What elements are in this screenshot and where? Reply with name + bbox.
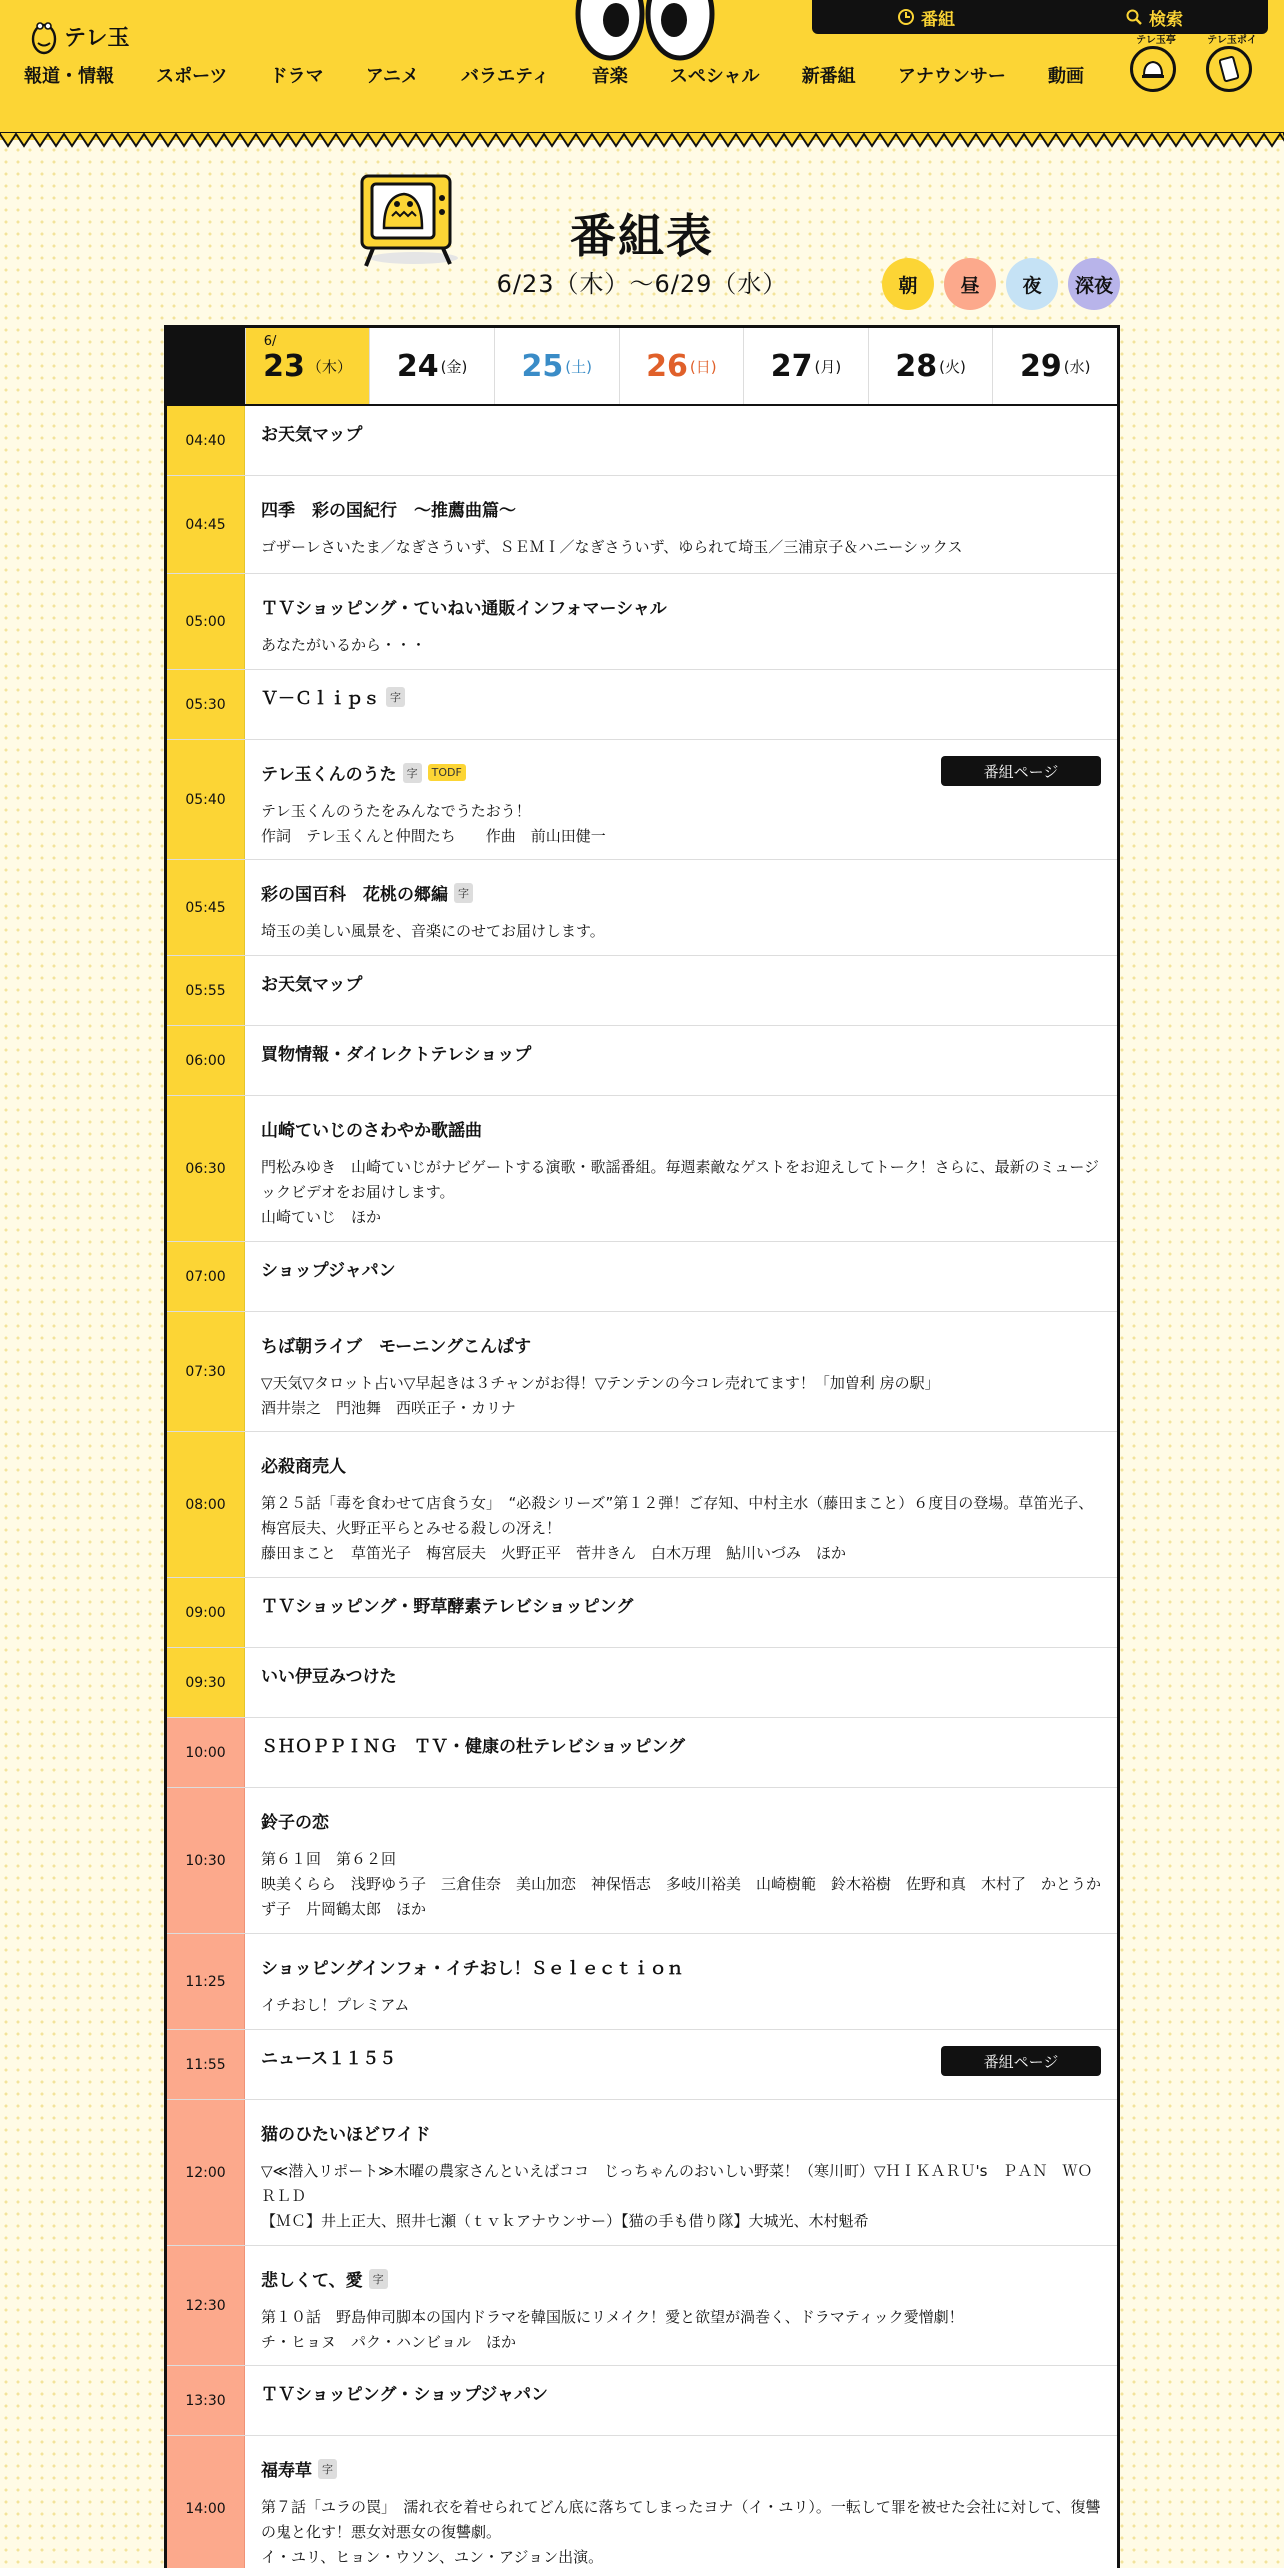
program-time: 07:00 (167, 1242, 245, 1311)
program-body (245, 1096, 1117, 1241)
program-body (245, 1934, 1117, 2029)
program-time: 09:30 (167, 1648, 245, 1717)
day-number: 29 (1019, 348, 1062, 384)
day-weekday: (土) (565, 357, 592, 376)
program-row (167, 1242, 1117, 1312)
program-title[interactable] (261, 1116, 1101, 1141)
day-month: 6/ (263, 334, 277, 349)
program-title-text: ショッピングインフォ・イチおし！Ｓｅｌｅｃｔｉｏｎ (261, 1959, 684, 1979)
clock-icon (897, 8, 915, 26)
program-body (245, 1718, 1117, 1787)
program-title-text: ショップジャパン (261, 1261, 396, 1281)
program-row (167, 1788, 1117, 1934)
day-number: 23 (263, 348, 305, 384)
program-title[interactable] (261, 970, 362, 995)
program-description: 第６１回 第６２回 映美くらら 浅野ゆう子 三倉佳奈 美山加恋 神保悟志 多岐川裕美 山崎樹範 鈴木裕樹 佐野和真 木村了 かとうかず子 片岡鶴太郎 ほか (261, 1850, 1102, 1918)
program-row (167, 1578, 1117, 1648)
program-list (167, 406, 1117, 2568)
program-description: ▽天気▽タロット占い▽早起きは３チャンがお得！▽テンテンの今コレ売れてます！「加曽利 房の駅」 酒井崇之 門池舞 西咲正子・カリナ (261, 1374, 940, 1417)
program-row (167, 1312, 1117, 1432)
program-time: 04:40 (167, 406, 245, 475)
program-time: 10:00 (167, 1718, 245, 1787)
program-title-text: 彩の国百科 花桃の郷編 (261, 885, 448, 905)
tele-tama-tei-button[interactable] (1130, 35, 1176, 92)
program-description: 埼玉の美しい風景を、音楽にのせてお届けします。 (261, 922, 605, 940)
nav-item-video[interactable]: 動画 (1048, 66, 1084, 87)
program-time: 08:00 (167, 1432, 245, 1577)
day-tab-23[interactable] (245, 328, 370, 404)
phone-icon (1219, 56, 1239, 82)
program-time: 13:30 (167, 2366, 245, 2435)
program-row (167, 740, 1117, 860)
day-weekday: (日) (689, 357, 717, 376)
program-title[interactable] (261, 1954, 1101, 1979)
program-description: テレ玉くんのうたをみんなでうたおう！ 作詞 テレ玉くんと仲間たち 作曲 前山田健一 (261, 802, 606, 845)
site-header (0, 0, 1284, 140)
round-button-label: テレ玉ポイ (1207, 35, 1257, 46)
program-time: 11:25 (167, 1934, 245, 2029)
subtitle-badge: 字 (386, 687, 405, 707)
day-tab-24[interactable] (369, 328, 494, 404)
program-body (245, 1026, 1117, 1095)
program-body (245, 1312, 1117, 1431)
program-title-text: 猫のひたいほどワイド (261, 2125, 431, 2145)
program-title-text: ちば朝ライブ モーニングこんぱす (261, 1337, 531, 1357)
program-body (245, 956, 1117, 1025)
main-nav (24, 58, 1084, 92)
program-title[interactable] (261, 2456, 1101, 2481)
todf-badge: TODF (428, 764, 466, 781)
day-tabs (167, 328, 1117, 406)
search-label-program: 番組 (921, 9, 955, 30)
logo-text: テレ玉 (64, 25, 130, 51)
day-number: 24 (396, 348, 439, 384)
date-range: 6/23（木）～6/29（水） (496, 270, 788, 298)
bell-icon (1140, 57, 1166, 81)
program-title-text: ＴＶショッピング・野草酵素テレビショッピング (261, 1597, 634, 1617)
day-weekday: (水) (1063, 357, 1091, 376)
program-time: 05:00 (167, 574, 245, 669)
program-search-button[interactable] (897, 5, 955, 30)
search-label-keyword: 検索 (1149, 9, 1183, 30)
program-title[interactable] (261, 1662, 397, 1687)
day-number: 25 (521, 348, 564, 384)
program-body (245, 2246, 1117, 2365)
day-weekday: (金) (440, 357, 468, 376)
program-time: 09:00 (167, 1578, 245, 1647)
program-description: 第２５話「毒を食わせて店食う女」 “必殺シリーズ”第１２弾！ご存知、中村主水（藤田まこと）６度目の登場。草笛光子、梅宮辰夫、火野正平らとみせる殺しの冴え！ 藤田まこと 草笛光子 梅宮辰夫 火野正平 菅井きん 白木万理 鮎川いづみ ほか (261, 1494, 1094, 1562)
program-time: 05:30 (167, 670, 245, 739)
program-row (167, 860, 1117, 956)
program-title-text: 四季 彩の国紀行 ～推薦曲篇～ (261, 501, 516, 521)
program-description: ▽≪潜入リポート≫木曜の農家さんといえばココ じっちゃんのおいしい野菜！（寒川町）▽ＨＩＫＡＲＵ's ＰＡＮ ＷＯＲＬＤ 【ＭＣ】井上正大、照井七瀬（ｔｖｋアナウンサー）【猫の手も借り隊】大城光、木村魁希 (261, 2162, 1093, 2230)
program-body (245, 1432, 1117, 1577)
nav-item-anime[interactable]: アニメ (365, 66, 419, 87)
program-time: 12:00 (167, 2100, 245, 2245)
program-body (245, 2030, 1117, 2099)
program-title-text: お天気マップ (261, 425, 363, 445)
program-time: 11:55 (167, 2030, 245, 2099)
header-zigzag-edge (0, 132, 1284, 148)
nav-item-variety[interactable]: バラエティ (461, 66, 550, 87)
program-row (167, 670, 1117, 740)
program-title-text: 買物情報・ダイレクトテレショップ (261, 1045, 532, 1065)
day-weekday: (月) (814, 357, 842, 376)
slot-button-morning[interactable]: 朝 (882, 258, 934, 310)
program-row (167, 2436, 1117, 2568)
nav-item-news[interactable]: 報道・情報 (24, 66, 114, 87)
program-title[interactable] (261, 420, 362, 445)
program-title[interactable] (261, 1452, 1101, 1477)
program-row (167, 1096, 1117, 1242)
day-tab-25[interactable] (494, 328, 619, 404)
program-page-button[interactable]: 番組ページ (941, 2046, 1101, 2076)
program-time: 12:30 (167, 2246, 245, 2365)
program-body (245, 2436, 1117, 2568)
program-title[interactable] (261, 2380, 548, 2405)
program-time: 06:00 (167, 1026, 245, 1095)
mascot-eyes-icon (570, 0, 720, 62)
program-body (245, 2366, 1117, 2435)
program-body (245, 1242, 1117, 1311)
program-row (167, 956, 1117, 1026)
program-body (245, 476, 1117, 573)
program-time: 05:55 (167, 956, 245, 1025)
program-description: あなたがいるから・・・ (261, 636, 427, 654)
program-body (245, 1788, 1117, 1933)
program-body (245, 740, 1117, 859)
program-description: 第１０話 野島伸司脚本の国内ドラマを韓国版にリメイク！愛と欲望が渦巻く、ドラマティック愛憎劇！ チ・ヒョヌ パク・ハンビョル ほか (261, 2308, 964, 2351)
tv-mascot-icon (352, 168, 462, 268)
program-description: ゴザーレさいたま／なぎさういず、ＳＥＭＩ／なぎさういず、ゆられて埼玉／三浦京子＆ハニーシックス (261, 538, 963, 556)
program-description: 門松みゆき 山崎ていじがナビゲートする演歌・歌謡番組。毎週素敵なゲストをお迎えしてトーク！さらに、最新のミュージックビデオをお届けします。 山崎ていじ ほか (261, 1158, 1100, 1226)
program-time: 10:30 (167, 1788, 245, 1933)
program-body (245, 670, 1117, 739)
day-tab-26[interactable] (619, 328, 744, 404)
nav-item-music[interactable]: 音楽 (591, 66, 628, 87)
subtitle-badge: 字 (403, 763, 422, 783)
program-body (245, 406, 1117, 475)
program-time: 05:45 (167, 860, 245, 955)
day-tab-28[interactable] (868, 328, 993, 404)
program-body (245, 1578, 1117, 1647)
keyword-search-button[interactable] (1125, 5, 1183, 30)
subtitle-badge: 字 (454, 883, 473, 903)
program-title-text: 鈴子の恋 (261, 1813, 329, 1833)
site-logo[interactable] (30, 16, 130, 56)
program-time: 05:40 (167, 740, 245, 859)
day-number: 28 (895, 348, 938, 384)
program-body (245, 2100, 1117, 2245)
program-title[interactable] (261, 1256, 396, 1281)
tamago-mascot-icon (30, 17, 58, 55)
program-body (245, 574, 1117, 669)
program-title[interactable] (261, 2266, 1101, 2291)
program-title[interactable] (261, 684, 405, 709)
nav-item-announcer[interactable]: アナウンサー (897, 66, 1006, 87)
program-title-text: 必殺商売人 (261, 1457, 346, 1477)
program-row (167, 1934, 1117, 2030)
nav-item-new-programs[interactable]: 新番組 (801, 66, 856, 87)
program-row (167, 1718, 1117, 1788)
program-time: 06:30 (167, 1096, 245, 1241)
program-row (167, 406, 1117, 476)
slot-button-late-night[interactable]: 深夜 (1068, 258, 1120, 310)
nav-item-special[interactable]: スペシャル (669, 66, 760, 87)
program-title-text: テレ玉くんのうた (261, 765, 397, 785)
program-row (167, 2100, 1117, 2246)
subtitle-badge: 字 (318, 2459, 337, 2479)
program-title-text: ニュース１１５５ (261, 2049, 397, 2069)
program-row (167, 2246, 1117, 2366)
program-title[interactable] (261, 1592, 633, 1617)
program-row (167, 476, 1117, 574)
program-title[interactable] (261, 594, 1101, 619)
program-title[interactable] (261, 2120, 1101, 2145)
program-title[interactable] (261, 1808, 1101, 1833)
program-title-text: 悲しくて、愛 (261, 2271, 363, 2291)
slot-button-noon[interactable]: 昼 (944, 258, 996, 310)
program-title[interactable] (261, 880, 1101, 905)
program-title[interactable] (261, 1040, 531, 1065)
program-title-text: Ｖ－Ｃｌｉｐｓ (261, 689, 380, 709)
program-title-text: ＴＶショッピング・ていねい通販インフォマーシャル (261, 599, 667, 619)
program-row (167, 574, 1117, 670)
program-title[interactable] (261, 496, 1101, 521)
program-title[interactable] (261, 1732, 685, 1757)
day-tabs-corner (167, 328, 245, 404)
program-title-text: いい伊豆みつけた (261, 1667, 397, 1687)
day-weekday: (火) (939, 357, 966, 376)
program-time: 04:45 (167, 476, 245, 573)
slot-button-evening[interactable]: 夜 (1006, 258, 1058, 310)
program-title-text: 山崎ていじのさわやか歌謡曲 (261, 1121, 482, 1141)
search-bar (812, 0, 1268, 34)
program-title[interactable] (261, 2044, 396, 2069)
program-page-button[interactable]: 番組ページ (941, 756, 1101, 786)
program-title-text: 福寿草 (261, 2461, 312, 2481)
program-body (245, 1648, 1117, 1717)
program-description: イチおし！プレミアム (261, 1996, 410, 2014)
program-body (245, 860, 1117, 955)
program-title-text: ＳＨＯＰＰＩＮＧ ＴＶ・健康の杜テレビショッピング (261, 1737, 685, 1757)
time-slot-buttons (882, 258, 1120, 310)
tele-tama-point-button[interactable] (1206, 35, 1257, 92)
program-row (167, 1648, 1117, 1718)
subtitle-badge: 字 (369, 2269, 388, 2289)
day-weekday: （木） (306, 357, 352, 376)
round-button-label: テレ玉亭 (1136, 35, 1176, 46)
day-tab-27[interactable] (743, 328, 868, 404)
program-time: 14:00 (167, 2436, 245, 2568)
nav-item-sports[interactable]: スポーツ (156, 66, 228, 87)
day-number: 27 (770, 348, 813, 384)
program-row (167, 1432, 1117, 1578)
program-title[interactable] (261, 1332, 1101, 1357)
program-title-text: ＴＶショッピング・ショップジャパン (261, 2385, 548, 2405)
program-description: 第７話「ユラの罠」 濡れ衣を着せられてどん底に落ちてしまったヨナ（イ・ユリ）。一転して罪を被せた会社に対して、復讐の鬼と化す！悪女対悪女の復讐劇。 イ・ユリ、ヒョン・ウソン、ユン・アジョン出演。 (261, 2498, 1101, 2566)
program-time: 07:30 (167, 1312, 245, 1431)
day-tab-29[interactable] (992, 328, 1117, 404)
day-number: 26 (646, 348, 688, 384)
program-row (167, 1026, 1117, 1096)
nav-item-drama[interactable]: ドラマ (269, 66, 324, 87)
program-row (167, 2366, 1117, 2436)
program-title-text: お天気マップ (261, 975, 363, 995)
program-row (167, 2030, 1117, 2100)
schedule-table (164, 325, 1120, 2568)
page-title: 番組表 (570, 209, 714, 263)
search-icon (1125, 8, 1143, 26)
